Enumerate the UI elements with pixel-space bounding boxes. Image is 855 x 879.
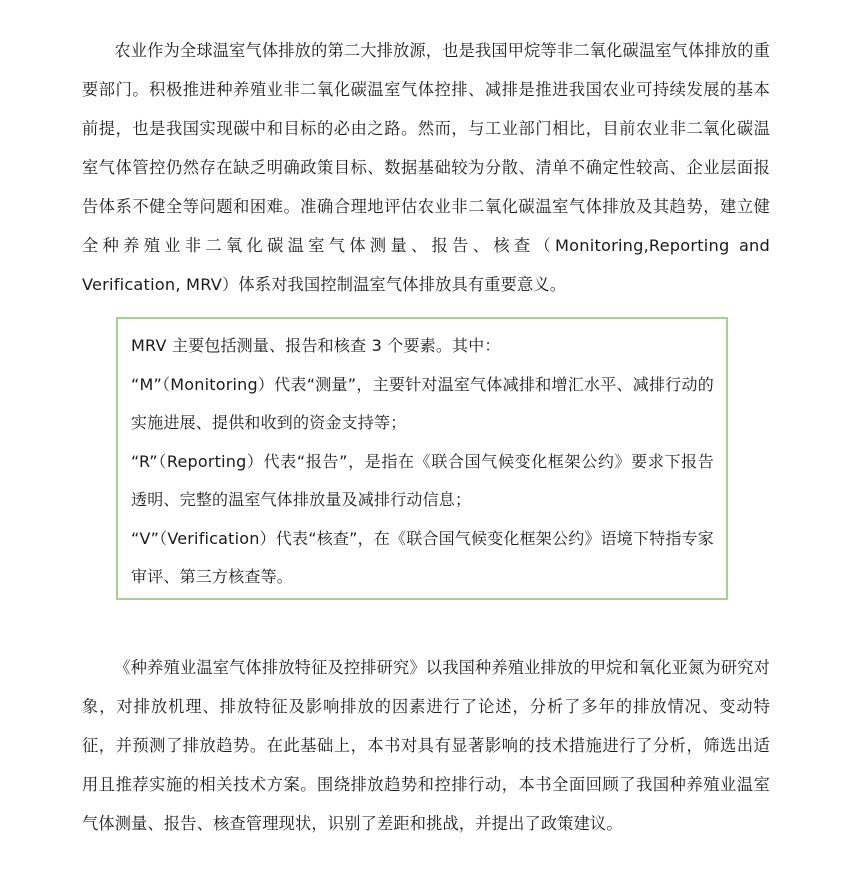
mrv-monitoring-item: “M”（Monitoring）代表“测量”，主要针对温室气体减排和增汇水平、减排行动的实施进展、提供和收到的资金支持等；	[131, 374, 714, 432]
book-summary-paragraph: 《种养殖业温室气体排放特征及控排研究》以我国种养殖业排放的甲烷和氧化亚氮为研究对象，对排放机理、排放特征及影响排放的因素进行了论述，分析了多年的排放情况、变动特征，并预测了排放趋势。在此基础上，本书对具有显著影响的技术措施进行了分析，筛选出适用且推荐实施的相关技术方案。围绕排放趋势和控排行动，本书全面回顾了我国种养殖业温室气体测量、报告、核查管理现状，识别了差距和挑战，并提出了政策建议。	[82, 658, 770, 833]
mrv-definition-box	[116, 317, 728, 600]
intro-paragraph: 农业作为全球温室气体排放的第二大排放源，也是我国甲烷等非二氧化碳温室气体排放的重要部门。积极推进种养殖业非二氧化碳温室气体控排、减排是推进我国农业可持续发展的基本前提，也是我国实现碳中和目标的必由之路。然而，与工业部门相比，目前农业非二氧化碳温室气体管控仍然存在缺乏明确政策目标、数据基础较为分散、清单不确定性较高、企业层面报告体系不健全等问题和困难。准确合理地评估农业非二氧化碳温室气体排放及其趋势，建立健全种养殖业非二氧化碳温室气体测量、报告、核查（Monitoring,Reporting and Verification, MRV）体系对我国控制温室气体排放具有重要意义。	[82, 41, 770, 294]
mrv-reporting-item: “R”（Reporting）代表“报告”，是指在《联合国气候变化框架公约》要求下报告透明、完整的温室气体排放量及减排行动信息；	[131, 451, 714, 509]
mrv-intro-text: MRV 主要包括测量、报告和核查 3 个要素。其中：	[131, 336, 501, 355]
mrv-verification-item: “V”（Verification）代表“核查”，在《联合国气候变化框架公约》语境下特指专家审评、第三方核查等。	[131, 528, 715, 586]
